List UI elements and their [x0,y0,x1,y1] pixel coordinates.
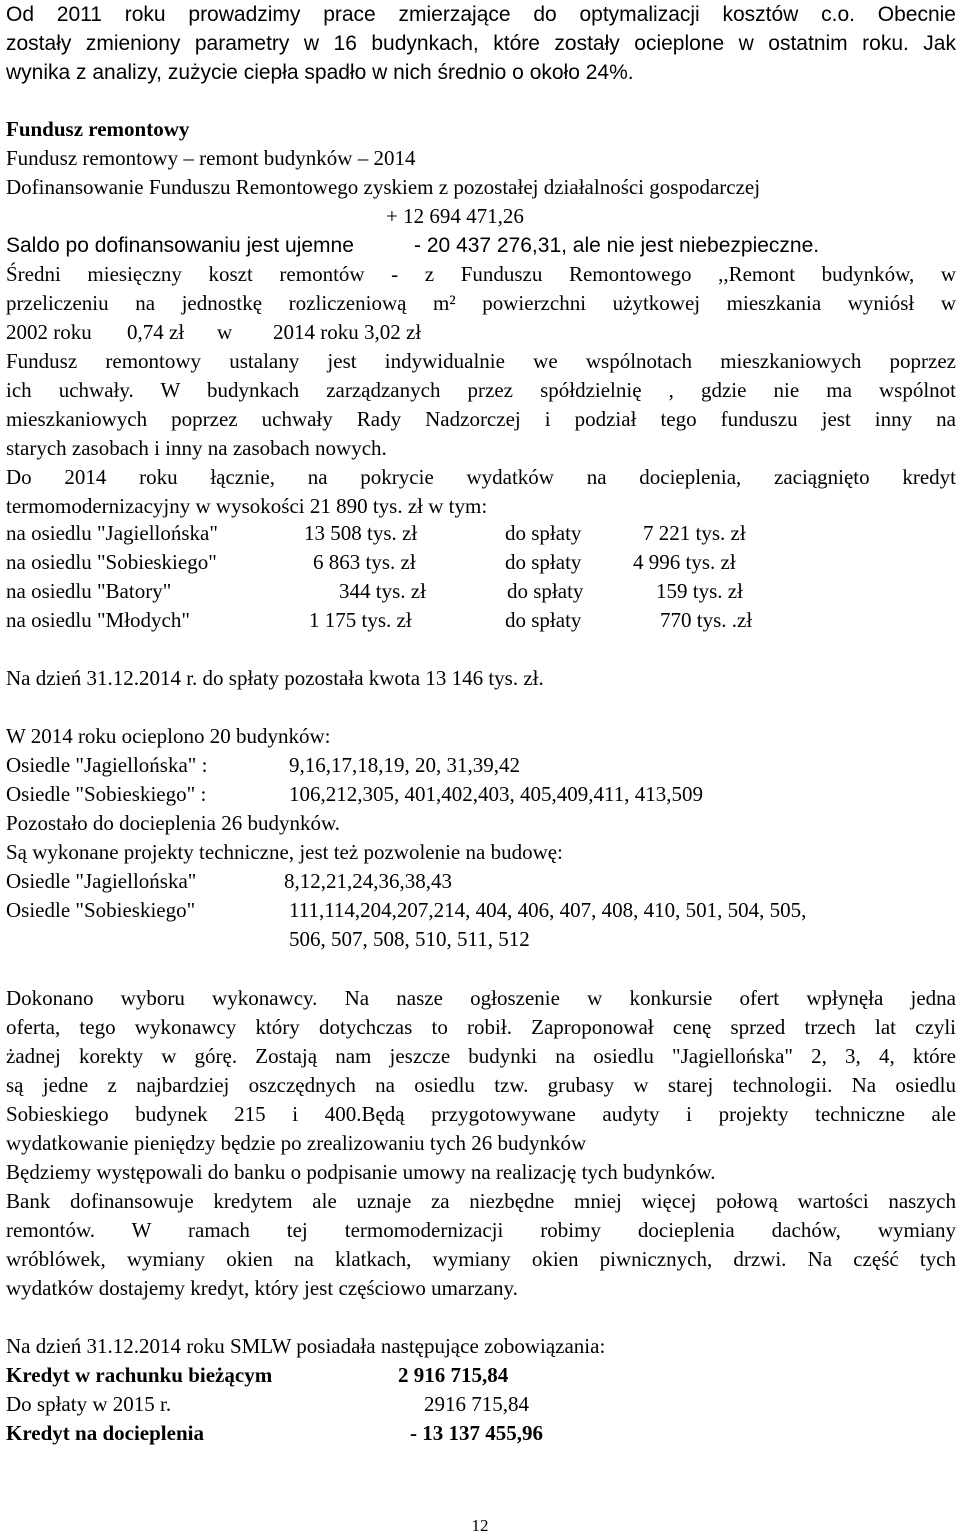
fund-section [6,115,956,521]
liability-value: 2 916 715,84 [398,1363,509,1387]
liability-label: Kredyt na docieplenia [6,1421,204,1445]
contractor-line-9: remontów. W ramach tej termomodernizacji robimy docieplenia dachów, wymiany [6,1218,956,1242]
loan-label: do spłaty [505,550,582,574]
project-buildings: 8,12,21,24,36,38,43 [284,869,452,893]
intro-line-2: zostały zmieniony parametry w 16 budynkach, które zostały ocieplone w ostatnim roku. Jak [6,32,956,55]
balance-section [6,664,544,693]
fund-p1-line-1: Średni miesięczny koszt remontów - z Funduszu Remontowego ,,Remont budynków, w [6,262,956,286]
project-row [6,867,956,896]
insulated-heading: W 2014 roku ocieplono 20 budynków: [6,724,331,748]
loan-remaining: 159 tys. zł [656,579,743,603]
contractor-line-5: Sobieskiego budynek 215 i 400.Będą przygotowywane audyty i projekty techniczne ale [6,1102,956,1126]
loan-remaining: 4 996 tys. zł [633,550,736,574]
insulated-remaining: Pozostało do docieplenia 26 budynków. [6,811,341,835]
contractor-line-6: wydatkowanie pieniędzy będzie po zrealizowaniu tych 26 budynków [6,1131,587,1155]
project-estate: Osiedle "Jagiellońska" [6,869,197,893]
fund-p2-line-1: Fundusz remontowy ustalany jest indywidualnie we wspólnotach mieszkaniowych poprzez [6,349,956,373]
fund-p3-line-1: Do 2014 roku łącznie, na pokrycie wydatków na docieplenia, zaciągnięto kredyt [6,465,956,489]
liability-row [6,1419,956,1448]
fund-p3-line-2: termomodernizacyjny w wysokości 21 890 tys. zł w tym: [6,494,488,518]
insulated-buildings: 9,16,17,18,19, 20, 31,39,42 [289,753,520,777]
liability-label: Kredyt w rachunku bieżącym [6,1363,273,1387]
project-buildings: 111,114,204,207,214, 404, 406, 407, 408, 410, 501, 504, 505, [289,898,807,922]
project-estate: Osiedle "Sobieskiego" [6,898,196,922]
contractor-line-10: wróblówek, wymiany okien na klatkach, wymiany okien piwnicznych, drzwi. Na część tych [6,1247,956,1271]
insulated-row [6,751,956,780]
loan-remaining: 770 tys. .zł [660,608,753,632]
insulated-section [6,722,956,954]
intro-paragraph [6,0,956,87]
insulated-estate: Osiedle "Jagiellońska" : [6,753,208,777]
fund-p2-line-2: ich uchwały. W budynkach zarządzanych przez spółdzielnię , gdzie nie ma wspólnot [6,378,956,402]
project-row [6,896,956,925]
fund-subheading: Fundusz remontowy – remont budynków – 2014 [6,146,416,170]
contractor-line-11: wydatków dostajemy kredyt, który jest częściowo umarzany. [6,1276,518,1300]
p1-year-2002: 2002 roku [6,320,92,344]
loan-amount: 6 863 tys. zł [313,550,416,574]
projects-heading: Są wykonane projekty techniczne, jest też pozwolenie na budowę: [6,840,563,864]
loan-row [6,577,956,606]
projects-continued: 506, 507, 508, 510, 511, 512 [289,927,530,951]
liability-row [6,1361,956,1390]
liability-value: 2916 715,84 [424,1392,529,1416]
p1-w: w [217,320,233,344]
contractor-line-8: Bank dofinansowuje kredytem ale uznaje za niezbędne mniej więcej połową wartości naszych [6,1189,956,1213]
liability-value: - 13 137 455,96 [410,1421,543,1445]
contractor-line-1: Dokonano wyboru wykonawcy. Na nasze ogłoszenie w konkursie ofert wpłynęła jedna [6,986,956,1010]
intro-line-3: wynika z analizy, zużycie ciepła spadło w nich średnio o około 24%. [6,61,634,84]
contractor-line-2: oferta, tego wykonawcy który dotychczas to robił. Zaproponował cenę sprzed trzech lat czyli [6,1015,956,1039]
fund-p2-line-3: mieszkaniowych poprzez uchwały Rady Nadzorczej i podział tego funduszu jest inny na [6,407,956,431]
loan-row [6,519,956,548]
liability-row [6,1390,956,1419]
page-number: 12 [471,1516,489,1535]
loans-table [6,519,956,635]
insulated-row [6,780,956,809]
p1-cost-2014: 2014 roku 3,02 zł [273,320,422,344]
loan-estate: na osiedlu "Batory" [6,579,172,603]
insulated-estate: Osiedle "Sobieskiego" : [6,782,207,806]
fund-p1-line-3 [6,318,956,347]
loan-row [6,548,956,577]
loan-amount: 13 508 tys. zł [304,521,418,545]
insulated-buildings: 106,212,305, 401,402,403, 405,409,411, 413,509 [289,782,703,806]
fund-financing-amount: + 12 694 471,26 [386,204,524,228]
contractor-line-7: Będziemy występowali do banku o podpisanie umowy na realizację tych budynków. [6,1160,716,1184]
fund-saldo-line [6,231,956,260]
loan-estate: na osiedlu "Jagiellońska" [6,521,218,545]
fund-heading: Fundusz remontowy [6,117,190,141]
loan-amount: 344 tys. zł [339,579,426,603]
loan-amount: 1 175 tys. zł [309,608,412,632]
balance-line: Na dzień 31.12.2014 r. do spłaty pozostała kwota 13 146 tys. zł. [6,666,544,690]
liability-label: Do spłaty w 2015 r. [6,1392,172,1416]
loan-label: do spłaty [507,579,584,603]
p1-cost-2002: 0,74 zł [127,320,185,344]
loan-estate: na osiedlu "Sobieskiego" [6,550,217,574]
contractor-line-4: są jedne z najbardziej oszczędnych na osiedlu tzw. grubasy w starej technologii. Na osiedlu [6,1073,956,1097]
loan-estate: na osiedlu "Młodych" [6,608,190,632]
saldo-label: Saldo po dofinansowaniu jest ujemne [6,234,354,257]
loan-remaining: 7 221 tys. zł [643,521,746,545]
liabilities-heading: Na dzień 31.12.2014 roku SMLW posiadała następujące zobowiązania: [6,1334,606,1358]
loan-label: do spłaty [505,608,582,632]
loan-row [6,606,956,635]
intro-line-1: Od 2011 roku prowadzimy prace zmierzające do optymalizacji kosztów c.o. Obecnie [6,3,956,26]
fund-p2-line-4: starych zasobach i inny na zasobach nowych. [6,436,387,460]
fund-p1-line-2: przeliczeniu na jednostkę rozliczeniową m² powierzchni użytkowej mieszkania wyniósł w [6,291,956,315]
fund-financing-line: Dofinansowanie Funduszu Remontowego zyskiem z pozostałej działalności gospodarczej [6,175,761,199]
contractor-paragraph [6,984,956,1303]
liabilities-section [6,1332,956,1448]
saldo-value: - 20 437 276,31, ale nie jest niebezpieczne. [414,234,820,257]
loan-label: do spłaty [505,521,582,545]
contractor-line-3: żadnej korekty w górę. Zostają nam jeszcze budynki na osiedlu "Jagiellońska" 2, 3, 4, które [6,1044,956,1068]
